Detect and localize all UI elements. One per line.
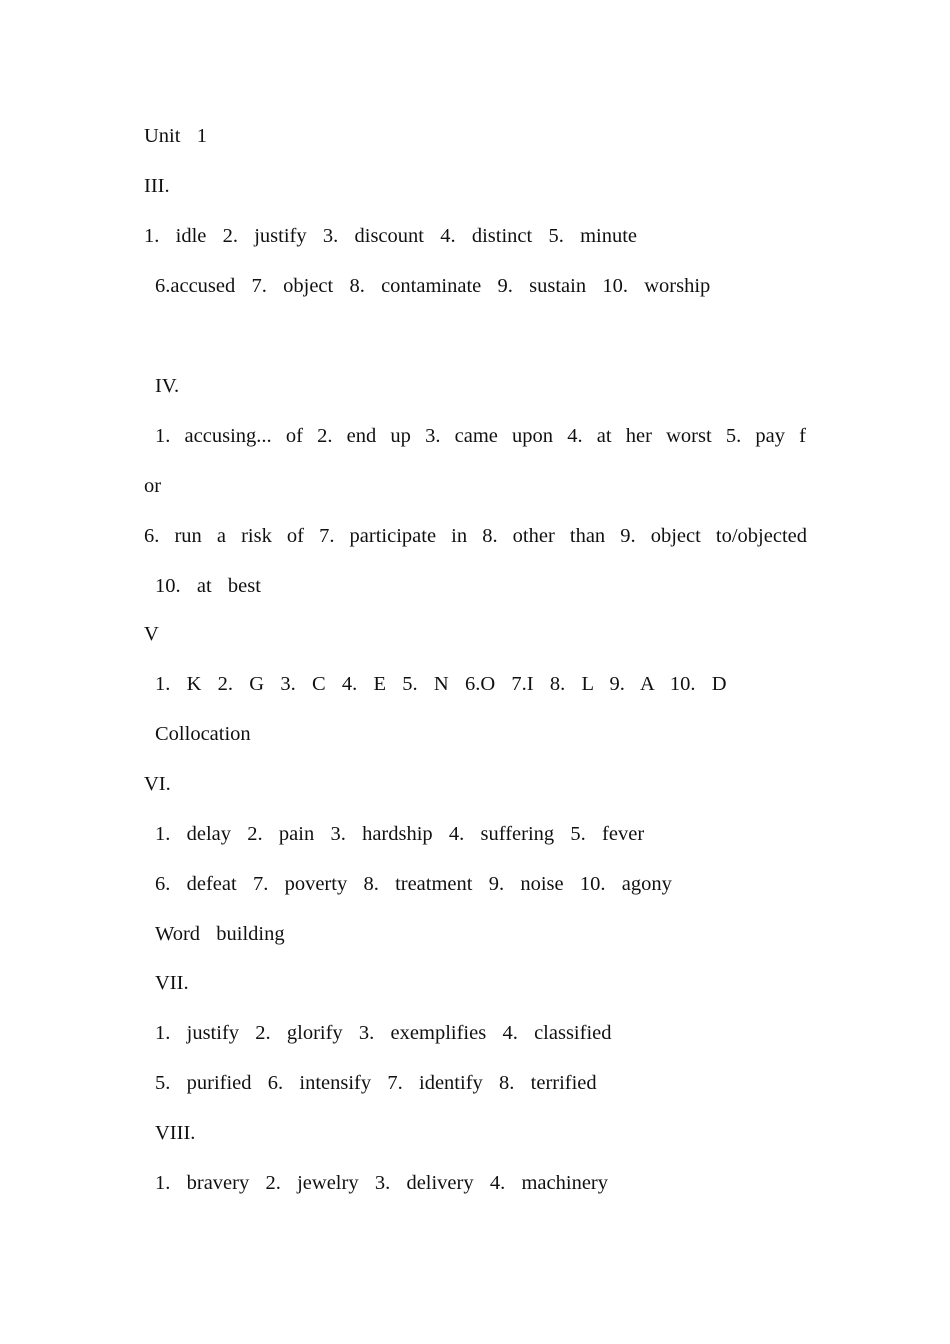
answer-line: 6.accused 7. object 8. contaminate 9. sustain 10. worship	[155, 275, 711, 297]
answer-line: 5. purified 6. intensify 7. identify 8. terrified	[155, 1072, 597, 1094]
section-viii-heading: VIII.	[155, 1122, 196, 1144]
section-vi-heading: VI.	[144, 773, 171, 795]
subsection-heading: Collocation	[155, 723, 251, 745]
section-v-heading: V	[144, 623, 159, 645]
subsection-heading: Word building	[155, 923, 285, 945]
section-iii-heading: III.	[144, 175, 170, 197]
section-vii-heading: VII.	[155, 972, 189, 994]
answer-line: 1. K 2. G 3. C 4. E 5. N 6.O 7.I 8. L 9. A 10. D	[155, 673, 727, 695]
answer-line: 1. bravery 2. jewelry 3. delivery 4. machinery	[155, 1172, 609, 1194]
answer-line: 10. at best	[155, 575, 261, 597]
answer-line: 6. run a risk of 7. participate in 8. other than 9. object to/objected	[144, 525, 807, 547]
unit-heading: Unit 1	[144, 125, 207, 147]
answer-line: 1. delay 2. pain 3. hardship 4. suffering 5. fever	[155, 823, 645, 845]
answer-line-continuation: or	[144, 475, 162, 497]
answer-line: 6. defeat 7. poverty 8. treatment 9. noise 10. agony	[155, 873, 672, 895]
section-iv-heading: IV.	[155, 375, 180, 397]
answer-line: 1. accusing... of 2. end up 3. came upon 4. at her worst 5. pay f	[155, 425, 806, 447]
answer-line: 1. idle 2. justify 3. discount 4. distinct 5. minute	[144, 225, 638, 247]
answer-line: 1. justify 2. glorify 3. exemplifies 4. classified	[155, 1022, 612, 1044]
